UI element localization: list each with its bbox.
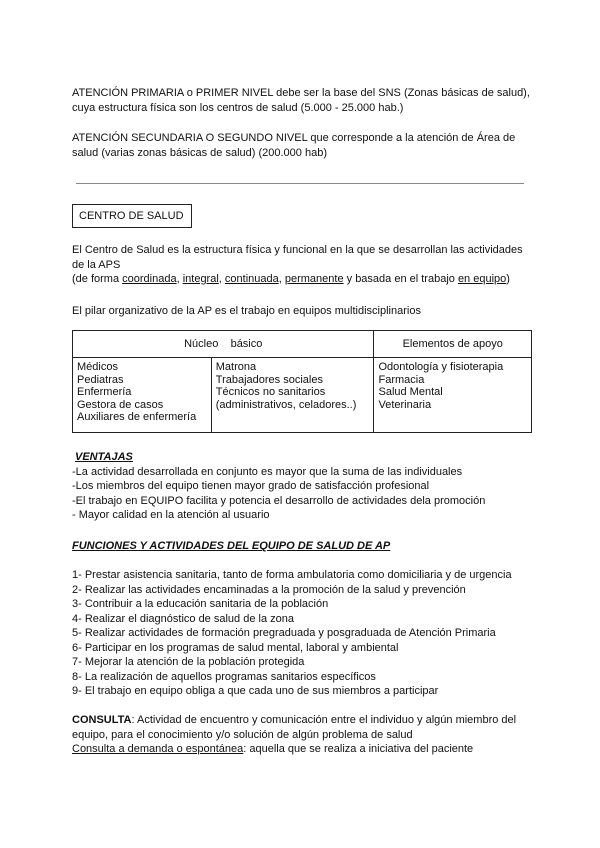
list-item: Veterinaria — [378, 398, 432, 411]
list-item: -La actividad desarrollada en conjunto es mayor que la suma de las individuales — [72, 465, 463, 478]
list-item: 5- Realizar actividades de formación pregraduada y posgraduada de Atención Primaria — [72, 627, 496, 639]
consulta-demanda-label: Consulta a demanda o espontánea — [72, 743, 244, 755]
list-item: Pediatras — [77, 373, 124, 386]
col-medical — [73, 358, 212, 433]
ventajas-heading: VENTAJAS — [75, 451, 133, 463]
list-item: 9- El trabajo en equipo obliga a que cada uno de sus miembros a participar — [72, 685, 439, 697]
sep: , — [278, 273, 285, 285]
list-item: (administrativos, celadores..) — [215, 398, 357, 411]
list-item: Salud Mental — [378, 386, 443, 398]
list-item: Matrona — [215, 361, 257, 373]
list-item: Trabajadores sociales — [215, 373, 323, 386]
features-suffix: ) — [506, 273, 510, 285]
list-item: 1- Prestar asistencia sanitaria, tanto de forma ambulatoria como domiciliaria y de urgencia — [72, 569, 512, 581]
centro-title-text: CENTRO DE SALUD — [79, 209, 184, 222]
feature-coordinada: coordinada — [122, 273, 177, 285]
sep: , — [176, 273, 183, 285]
ventajas-section — [72, 450, 532, 523]
col-apoyo — [374, 358, 532, 433]
list-item: 8- La realización de aquellos programas sanitarios específicos — [72, 670, 376, 683]
list-item: 7- Mejorar la atención de la población protegida — [72, 656, 305, 668]
list-item: - Mayor calidad en la atención al usuario — [72, 509, 270, 521]
funciones-heading: FUNCIONES Y ACTIVIDADES DEL EQUIPO DE SALUD DE AP — [72, 540, 391, 552]
divider — [76, 183, 524, 184]
consulta-definition — [72, 713, 532, 757]
feature-integral: integral — [182, 273, 219, 285]
list-item: -El trabajo en EQUIPO facilita y potencia el desarrollo de actividades dela promoción — [72, 494, 486, 507]
roles-table — [72, 330, 532, 433]
features-join: y basada en el trabajo — [343, 273, 458, 285]
list-item: 6- Participar en los programas de salud mental, laboral y ambiental — [72, 641, 399, 654]
funciones-list — [72, 568, 532, 699]
list-item: Odontología y fisioterapia — [378, 361, 504, 373]
header-apoyo: Elementos de apoyo — [374, 331, 532, 358]
intro-secondary: ATENCIÓN SECUNDARIA O SEGUNDO NIVEL que corresponde a la atención de Área de salud (varias zonas básicas de salud) (200.000 hab) — [72, 132, 516, 159]
list-item: Enfermería — [77, 386, 132, 398]
list-item: 4- Realizar el diagnóstico de salud de la zona — [72, 612, 294, 625]
feature-en-equipo: en equipo — [457, 273, 507, 285]
centro-definition — [72, 243, 532, 287]
feature-continuada: continuada — [224, 273, 279, 285]
list-item: 3- Contribuir a la educación sanitaria de la población — [72, 598, 329, 610]
list-item: Médicos — [77, 361, 118, 373]
list-item: Farmacia — [378, 373, 425, 386]
consulta-demanda-text: : aquella que se realiza a iniciativa del paciente — [243, 743, 474, 755]
list-item: Técnicos no sanitarios — [215, 386, 326, 398]
list-item: Auxiliares de enfermería — [77, 411, 197, 423]
table-header-row — [73, 331, 532, 358]
header-nucleo — [73, 331, 374, 358]
sep: , — [218, 273, 225, 285]
centro-definition-text: El Centro de Salud es la estructura física y funcional en la que se desarrollan las actividades de la APS — [72, 244, 523, 271]
consulta-text: : Actividad de encuentro y comunicación entre el individuo y algún miembro del equipo, para el conocimiento y/o solución de algún problema de salud — [72, 714, 517, 741]
header-nucleo-text: Núcleo básico — [184, 337, 263, 350]
centro-title — [72, 204, 192, 228]
features-prefix: (de forma — [72, 273, 123, 285]
list-item: Gestora de casos — [77, 398, 164, 411]
list-item: -Los miembros del equipo tienen mayor grado de satisfacción profesional — [72, 480, 430, 492]
intro-primary: ATENCIÓN PRIMARIA o PRIMER NIVEL debe ser la base del SNS (Zonas básicas de salud), cuya estructura física son los centros de salud (5.000 - 25.000 hab.) — [72, 87, 530, 114]
table-row — [73, 358, 532, 433]
col-support-staff — [211, 358, 374, 433]
feature-permanente: permanente — [284, 273, 344, 285]
pilar-text: El pilar organizativo de la AP es el trabajo en equipos multidisciplinarios — [72, 305, 421, 317]
consulta-label: CONSULTA — [72, 714, 132, 726]
list-item: 2- Realizar las actividades encaminadas a la promoción de la salud y prevención — [72, 583, 466, 596]
funciones-heading-wrap — [72, 539, 532, 554]
